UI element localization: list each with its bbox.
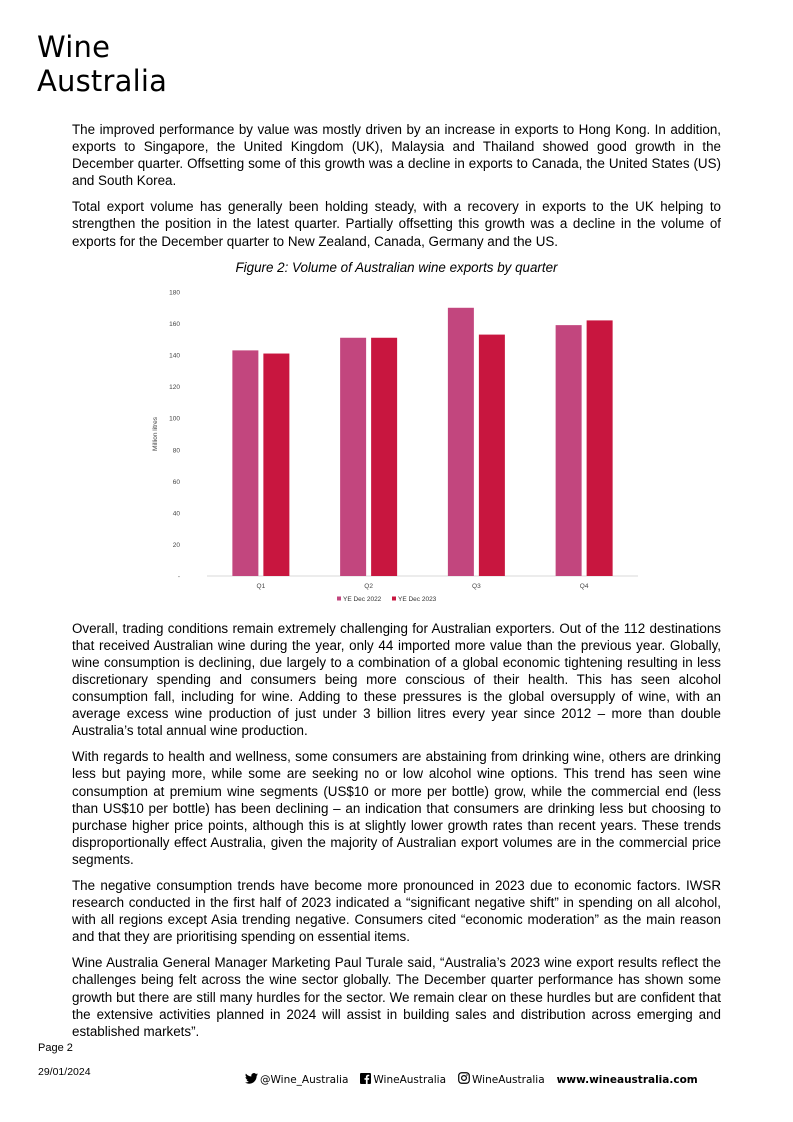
twitter-handle: @Wine_Australia	[260, 1073, 349, 1086]
logo-line-1: Wine	[37, 30, 111, 64]
paragraph-consumption-trends: The negative consumption trends have become more pronounced in 2023 due to economic factors. IWSR research conducted in the first half of 2023 indicated a “significant negative shift” in spending on all alcohol, with all regions except Asia trending negative. Consumers cited “economic moderation” as the main reason and that they are prioritising spending on essential items.	[72, 877, 721, 945]
y-tick-label: 120	[169, 383, 180, 391]
y-tick-label: 100	[169, 415, 180, 423]
paragraph-health-wellness: With regards to health and wellness, some consumers are abstaining from drinking wine, others are drinking less but paying more, while some are seeking no or low alcohol wine options. This trend has seen wine consumption at premium wine segments (US$10 or more per bottle) grow, while the commercial end (less than US$10 per bottle) has been declining – an indication that consumers are drinking less but choosing to purchase higher price points, although this is at slightly lower growth rates than recent years. These trends disproportionally effect Australia, given the majority of Australian export volumes are in the commercial price segments.	[72, 749, 721, 867]
paragraph-gm-quote: Wine Australia General Manager Marketing Paul Turale said, “Australia’s 2023 wine export results reflect the challenges being felt across the wine sector globally. The December quarter performance has shown some growth but there are still many hurdles for the sector. We remain clear on these hurdles but are confident that the extensive activities planned in 2024 will assist in building sales and distribution across emerging and established markets”.	[72, 955, 721, 1039]
bar-q1-2023	[263, 353, 289, 575]
legend-swatch	[337, 596, 341, 600]
facebook-handle: WineAustralia	[373, 1073, 447, 1086]
paragraph-export-value: The improved performance by value was mostly driven by an increase in exports to Hong Kong. In addition, exports to Singapore, the United Kingdom (UK), Malaysia and Thailand showed good growth in the December quarter. Offsetting some of this growth was a decline in exports to Canada, the United States (US) and South Korea.	[72, 122, 721, 189]
website-link[interactable]: www.wineaustralia.com	[556, 1073, 698, 1086]
bar-q4-2022	[556, 325, 582, 576]
twitter-link[interactable]	[245, 1073, 348, 1087]
legend-label: YE Dec 2023	[398, 595, 437, 603]
x-tick-label: Q3	[472, 582, 481, 590]
y-tick-label: -	[177, 573, 180, 581]
twitter-bird-icon	[245, 1073, 258, 1087]
page-date: 29/01/2024	[38, 1066, 91, 1078]
facebook-icon	[360, 1073, 371, 1087]
bar-q3-2022	[448, 307, 474, 575]
bar-q1-2022	[232, 350, 258, 576]
logo-line-2: Australia	[37, 64, 168, 98]
y-tick-label: 180	[169, 289, 180, 297]
bar-q3-2023	[479, 334, 505, 575]
figure-caption: Figure 2: Volume of Australian wine exports by quarter	[235, 259, 558, 275]
y-axis-title: Million litres	[152, 416, 159, 451]
y-tick-label: 40	[172, 510, 180, 518]
legend-label: YE Dec 2022	[343, 595, 382, 603]
volume-chart	[72, 278, 721, 610]
wine-australia-logo	[37, 30, 167, 98]
paragraph-export-volume: Total export volume has generally been holding steady, with a recovery in exports to the UK helping to strengthen the position in the latest quarter. Partially offsetting this growth was a decline in the volume of exports for the December quarter to New Zealand, Canada, Germany and the US.	[72, 199, 721, 249]
y-tick-label: 60	[172, 478, 180, 486]
bar-q2-2022	[340, 337, 366, 575]
y-tick-label: 160	[169, 320, 180, 328]
paragraph-trading-conditions: Overall, trading conditions remain extremely challenging for Australian exporters. Out of the 112 destinations that received Australian wine during the year, only 44 imported more value than the previous year. Globally, wine consumption is declining, due largely to a combination of a global economic tightening resulting in less discretionary spending and consumers being more conscious of their health. This has seen alcohol consumption fall, including for wine. Adding to these pressures is the global oversupply of wine, with an average excess wine production of just under 3 billion litres every year since 2012 – more than double Australia’s total annual wine production.	[72, 620, 721, 739]
page-number: Page 2	[38, 1042, 73, 1054]
x-tick-label: Q1	[256, 582, 266, 590]
legend-swatch	[392, 596, 396, 600]
facebook-link[interactable]	[360, 1073, 446, 1087]
y-tick-label: 20	[172, 541, 180, 549]
y-tick-label: 80	[172, 446, 180, 454]
footer-social-links	[245, 1072, 698, 1087]
x-tick-label: Q2	[364, 582, 373, 590]
instagram-icon	[458, 1072, 470, 1087]
article-body	[72, 121, 721, 1049]
volume-chart-svg	[72, 278, 721, 610]
instagram-handle: WineAustralia	[472, 1073, 545, 1086]
y-tick-label: 140	[169, 352, 180, 360]
x-tick-label: Q4	[579, 582, 589, 590]
bar-q2-2023	[371, 337, 397, 575]
bar-q4-2023	[587, 320, 613, 576]
instagram-link[interactable]	[458, 1072, 545, 1087]
